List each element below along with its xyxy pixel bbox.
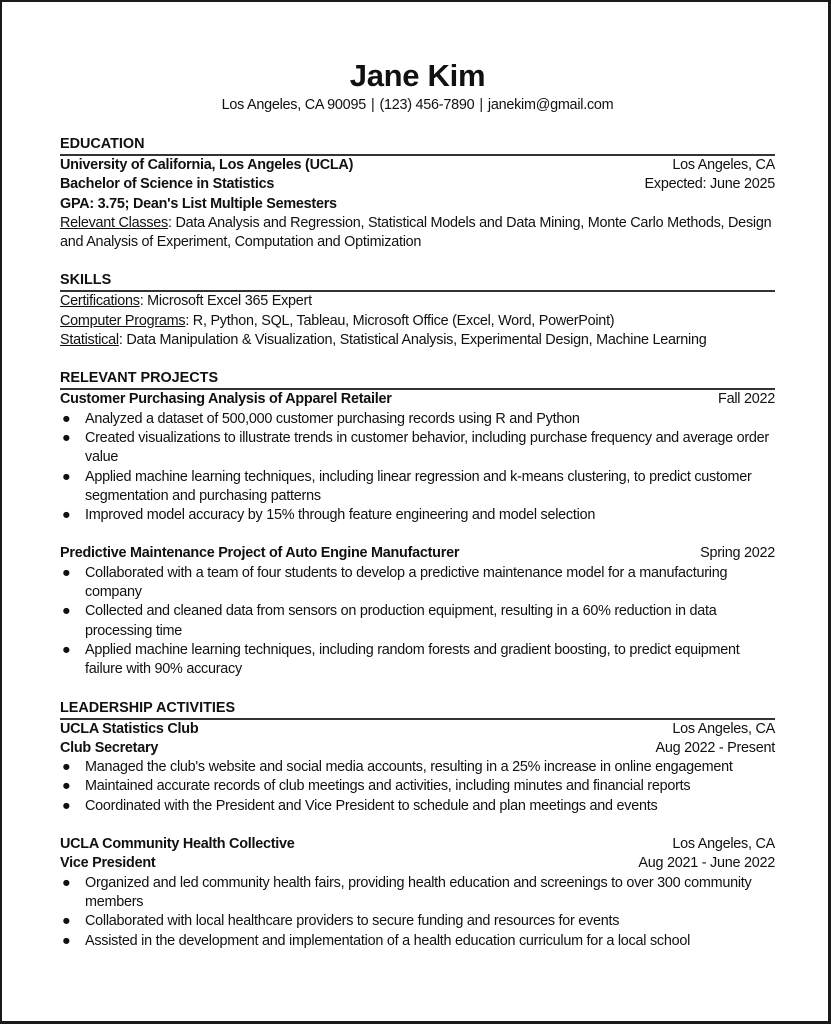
bullet-item: [60, 641, 775, 680]
bullet-text: Assisted in the development and implementation of a health education curriculum for a local school: [85, 932, 691, 949]
bullet-item: [60, 874, 775, 913]
leadership-entry: [60, 720, 775, 816]
project-header-row: [60, 390, 775, 409]
leadership-bullets: [60, 874, 775, 951]
bullet-text: Improved model accuracy by 15% through feature engineering and model selection: [85, 507, 596, 524]
bullet-text: Collected and cleaned data from sensors on production equipment, resulting in a 60% reduction in data processing time: [85, 603, 717, 639]
bullet-icon: ●: [62, 410, 71, 427]
section-title-leadership: LEADERSHIP ACTIVITIES: [60, 699, 775, 720]
contact-line: [60, 96, 775, 115]
bullet-icon: ●: [62, 564, 71, 581]
bullet-icon: ●: [62, 759, 71, 776]
project-entry: [60, 544, 775, 679]
bullet-item: [60, 564, 775, 603]
bullet-item: [60, 410, 775, 429]
bullet-text: Maintained accurate records of club meetings and activities, including minutes and financial reports: [85, 778, 691, 795]
school-name: University of California, Los Angeles (UCLA): [60, 157, 354, 173]
org-location: Los Angeles, CA: [672, 836, 775, 853]
org-name: UCLA Community Health Collective: [60, 836, 295, 853]
contact-separator: |: [479, 97, 483, 113]
skill-label: Statistical: [60, 332, 119, 349]
role-title: Vice President: [60, 855, 156, 872]
project-bullets: [60, 564, 775, 680]
bullet-item: [60, 506, 775, 525]
projects-section: [60, 369, 775, 679]
bullet-icon: ●: [62, 778, 71, 795]
project-entry: [60, 390, 775, 525]
bullet-icon: ●: [62, 874, 71, 891]
candidate-name: Jane Kim: [349, 58, 486, 93]
bullet-text: Applied machine learning techniques, including random forests and gradient boosting, to predict equipment failure with 90% accuracy: [85, 641, 740, 678]
skill-text: : R, Python, SQL, Tableau, Microsoft Office (Excel, Word, PowerPoint): [185, 312, 615, 329]
bullet-icon: ●: [62, 797, 71, 814]
leadership-org-row: [60, 720, 775, 739]
role-title: Club Secretary: [60, 739, 159, 756]
leadership-role-row: [60, 854, 775, 873]
skill-text: : Microsoft Excel 365 Expert: [139, 293, 312, 310]
project-header-row: [60, 544, 775, 563]
project-name: Customer Purchasing Analysis of Apparel Retailer: [60, 391, 392, 408]
leadership-section: [60, 699, 775, 951]
org-name: UCLA Statistics Club: [60, 720, 199, 737]
contact-location: Los Angeles, CA 90095: [221, 97, 366, 113]
contact-phone: (123) 456-7890: [379, 97, 475, 113]
bullet-text: Created visualizations to illustrate trends in customer behavior, including purchase frequency and average order value: [85, 429, 769, 466]
section-title-education: EDUCATION: [60, 135, 775, 156]
bullet-text: Collaborated with local healthcare providers to secure funding and resources for events: [85, 913, 620, 930]
bullet-text: Applied machine learning techniques, including linear regression and k-means clustering, to predict customer segmentation and purchasing patterns: [85, 468, 752, 504]
project-date: Fall 2022: [718, 391, 775, 408]
skill-line: [60, 292, 775, 311]
project-date: Spring 2022: [700, 545, 775, 562]
bullet-item: [60, 602, 775, 641]
skill-line: [60, 312, 775, 331]
bullet-text: Coordinated with the President and Vice President to schedule and plan meetings and events: [85, 797, 658, 814]
bullet-item: [60, 777, 775, 796]
relevant-classes-text: : Data Analysis and Regression, Statistical Models and Data Mining, Monte Carlo Methods, Design and Analysis of Experiment, Computation and Optimization: [60, 214, 772, 251]
degree: Bachelor of Science in Statistics: [60, 176, 275, 193]
bullet-item: [60, 758, 775, 777]
bullet-icon: ●: [62, 603, 71, 620]
bullet-text: Organized and led community health fairs, providing health education and screenings to over 300 community members: [85, 874, 752, 910]
bullet-icon: ●: [62, 641, 71, 658]
project-bullets: [60, 410, 775, 526]
project-name: Predictive Maintenance Project of Auto Engine Manufacturer: [60, 545, 460, 562]
leadership-org-row: [60, 835, 775, 854]
skill-line: [60, 331, 775, 350]
relevant-classes-label: Relevant Classes: [60, 214, 168, 231]
gpa: GPA: 3.75; Dean's List Multiple Semesters: [60, 195, 337, 212]
leadership-entry: [60, 835, 775, 951]
bullet-item: [60, 912, 775, 931]
bullet-text: Analyzed a dataset of 500,000 customer purchasing records using R and Python: [85, 410, 580, 427]
leadership-bullets: [60, 758, 775, 816]
education-degree-row: [60, 175, 775, 194]
bullet-icon: ●: [62, 507, 71, 524]
relevant-classes: [60, 214, 775, 253]
skill-label: Certifications: [60, 293, 140, 310]
bullet-icon: ●: [62, 429, 71, 446]
resume-content: [60, 58, 775, 951]
bullet-icon: ●: [62, 468, 71, 485]
role-date: Aug 2021 - June 2022: [638, 855, 775, 872]
education-section: [60, 135, 775, 252]
school-location: Los Angeles, CA: [672, 157, 775, 173]
skill-text: : Data Manipulation & Visualization, Statistical Analysis, Experimental Design, Machine Learning: [118, 332, 707, 349]
bullet-item: [60, 429, 775, 468]
contact-email: janekim@gmail.com: [487, 97, 614, 113]
bullet-text: Managed the club's website and social media accounts, resulting in a 25% increase in online engagement: [85, 759, 733, 776]
bullet-icon: ●: [62, 932, 71, 949]
role-date: Aug 2022 - Present: [655, 739, 775, 756]
bullet-item: [60, 468, 775, 507]
skills-section: [60, 271, 775, 350]
bullet-icon: ●: [62, 913, 71, 930]
section-title-projects: RELEVANT PROJECTS: [60, 369, 775, 390]
section-title-skills: SKILLS: [60, 271, 775, 292]
degree-date: Expected: June 2025: [644, 176, 775, 193]
bullet-item: [60, 932, 775, 951]
leadership-role-row: [60, 739, 775, 758]
bullet-item: [60, 797, 775, 816]
education-school-row: [60, 156, 775, 175]
skill-label: Computer Programs: [60, 312, 186, 329]
bullet-text: Collaborated with a team of four students to develop a predictive maintenance model for a manufacturing company: [85, 564, 728, 601]
contact-separator: |: [370, 97, 375, 113]
org-location: Los Angeles, CA: [672, 720, 775, 737]
